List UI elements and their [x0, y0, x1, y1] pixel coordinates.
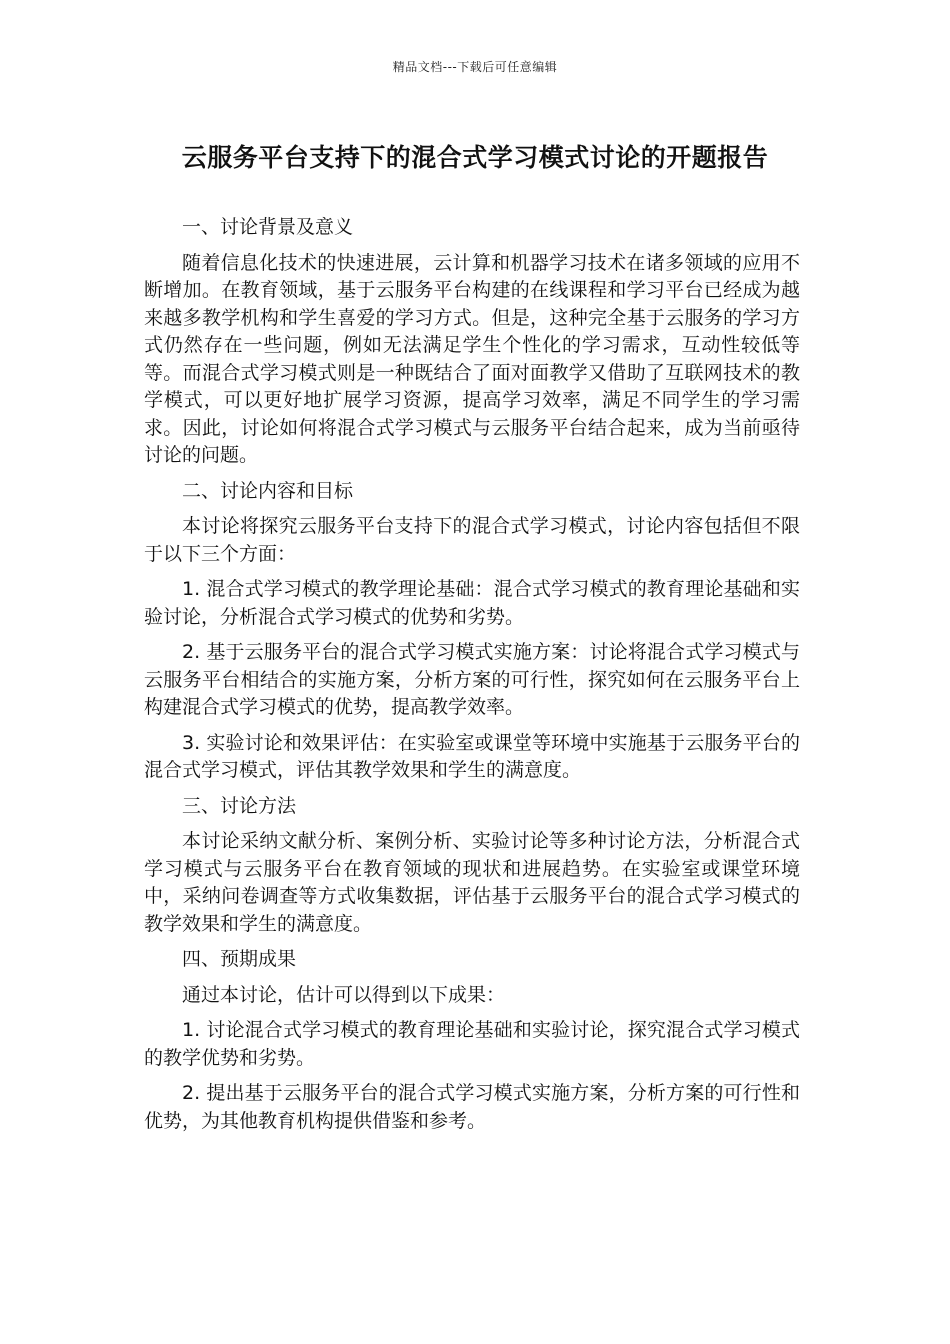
paragraph-methods: 本讨论采纳文献分析、案例分析、实验讨论等多种讨论方法，分析混合式学习模式与云服务平台在教育领域的现状和进展趋势。在实验室或课堂环境中，采纳问卷调查等方式收集数据，评估基于云服务平台的混合式学习模式的教学效果和学生的满意度。 [144, 830, 800, 935]
section-heading-content-goals: 二、讨论内容和目标 [182, 479, 354, 502]
section-heading-methods: 三、讨论方法 [182, 794, 297, 817]
list-item-content-1: 1. 混合式学习模式的教学理论基础：混合式学习模式的教育理论基础和实验讨论，分析混合式学习模式的优势和劣势。 [144, 578, 800, 628]
list-item-content-3: 3. 实验讨论和效果评估：在实验室或课堂等环境中实施基于云服务平台的混合式学习模式，评估其教学效果和学生的满意度。 [144, 731, 800, 781]
header-note: 精品文档---下载后可任意编辑 [392, 60, 558, 74]
list-item-outcome-2: 2. 提出基于云服务平台的混合式学习模式实施方案，分析方案的可行性和优势，为其他教育机构提供借鉴和参考。 [144, 1082, 800, 1132]
paragraph-outcomes-intro: 通过本讨论，估计可以得到以下成果： [182, 983, 506, 1006]
document-title: 云服务平台支持下的混合式学习模式讨论的开题报告 [181, 143, 769, 172]
list-item-outcome-1: 1. 讨论混合式学习模式的教育理论基础和实验讨论，探究混合式学习模式的教学优势和劣势。 [144, 1019, 800, 1069]
document-body [144, 214, 800, 1143]
section-heading-background: 一、讨论背景及意义 [182, 216, 354, 238]
list-item-content-2: 2. 基于云服务平台的混合式学习模式实施方案：讨论将混合式学习模式与云服务平台相结合的实施方案，分析方案的可行性，探究如何在云服务平台上构建混合式学习模式的优势，提高教学效率。 [144, 641, 800, 718]
paragraph-background: 随着信息化技术的快速进展，云计算和机器学习技术在诸多领域的应用不断增加。在教育领域，基于云服务平台构建的在线课程和学习平台已经成为越来越多教学机构和学生喜爱的学习方式。但是，这种完全基于云服务的学习方式仍然存在一些问题，例如无法满足学生个性化的学习需求，互动性较低等等。而混合式学习模式则是一种既结合了面对面教学又借助了互联网技术的教学模式，可以更好地扩展学习资源，提高学习效率，满足不同学生的学习需求。因此，讨论如何将混合式学习模式与云服务平台结合起来，成为当前亟待讨论的问题。 [144, 251, 800, 466]
section-heading-outcomes: 四、预期成果 [182, 948, 297, 970]
paragraph-content-intro: 本讨论将探究云服务平台支持下的混合式学习模式，讨论内容包括但不限于以下三个方面： [144, 515, 800, 565]
